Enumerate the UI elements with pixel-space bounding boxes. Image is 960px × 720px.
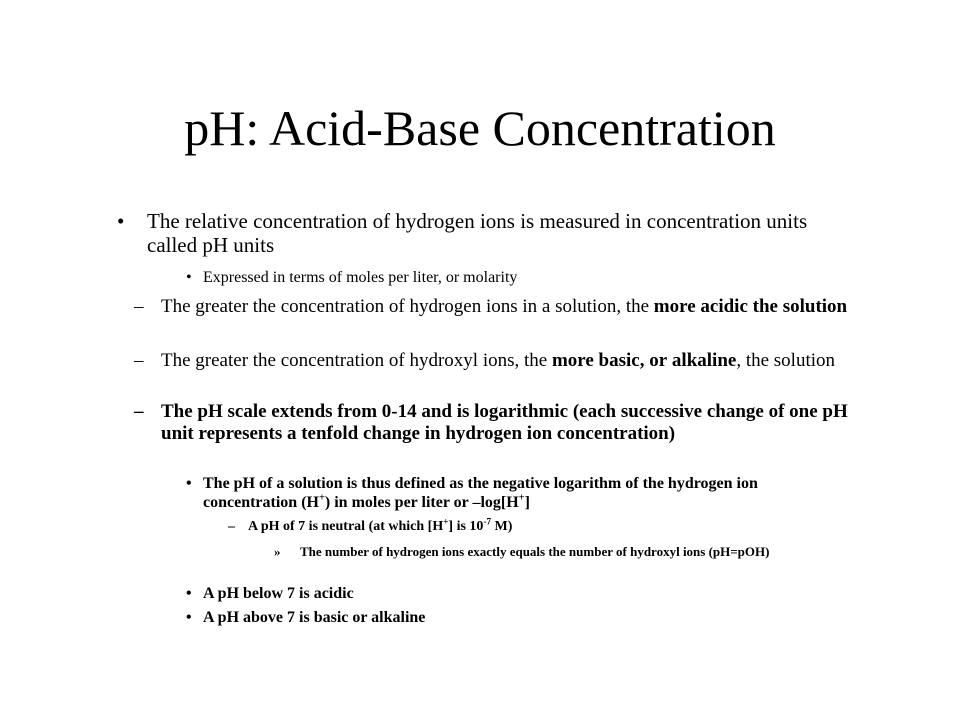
dash-marker: – xyxy=(134,296,144,317)
sub-bullet-text: Expressed in terms of moles per liter, or molarity xyxy=(203,269,518,286)
bullet-marker: • xyxy=(186,269,192,286)
dash-text: The pH scale extends from 0-14 and is logarithmic (each successive change of one pH unit represents a tenfold change in hydrogen ion concentration) xyxy=(161,401,848,444)
text-run: A pH of 7 is neutral (at which [H xyxy=(248,519,444,534)
bullet-text: The relative concentration of hydrogen ions is measured in concentration units called pH units xyxy=(147,209,808,257)
dash-marker: – xyxy=(134,401,144,422)
raquo-text: The number of hydrogen ions exactly equals the number of hydroxyl ions (pH=pOH) xyxy=(300,544,770,559)
text-run: ] xyxy=(524,494,530,511)
text-run: , the solution xyxy=(736,350,836,371)
sub-bullet-text: A pH above 7 is basic or alkaline xyxy=(203,609,426,626)
dash-marker: – xyxy=(134,350,144,371)
text-run: M) xyxy=(491,519,513,534)
bold-run: more basic, or xyxy=(551,350,668,371)
text-run: The greater the concentration of hydroxyl ions, the xyxy=(161,350,552,371)
dash-marker: – xyxy=(228,519,235,534)
superscript: + xyxy=(518,492,525,504)
bullet-marker: • xyxy=(186,585,192,602)
slide-title: pH: Acid-Base Concentration xyxy=(184,100,776,156)
dash-text xyxy=(161,296,861,318)
bold-run: more acidic the solution xyxy=(653,296,848,317)
dash-text xyxy=(161,350,861,372)
bold-run: alkaline xyxy=(671,350,737,371)
dash-text xyxy=(248,518,848,535)
sub-bullet-text: A pH below 7 is acidic xyxy=(203,585,354,602)
bullet-marker: • xyxy=(117,209,125,233)
superscript: + xyxy=(443,516,449,527)
superscript: -7 xyxy=(483,516,491,527)
bullet-marker: • xyxy=(186,609,192,626)
text-run: The greater the concentration of hydrogen ions in a solution, the xyxy=(161,296,654,317)
raquo-marker: » xyxy=(274,544,281,559)
superscript: + xyxy=(318,492,325,504)
sub-bullet-text xyxy=(203,474,833,512)
text-run: ] is 10 xyxy=(448,519,484,534)
text-run: The pH of a solution is thus defined as the negative logarithm of the hydrogen ion concentration (H xyxy=(203,475,758,511)
text-run: ) in moles per liter or –log[H xyxy=(324,494,519,511)
bullet-marker: • xyxy=(186,475,192,492)
